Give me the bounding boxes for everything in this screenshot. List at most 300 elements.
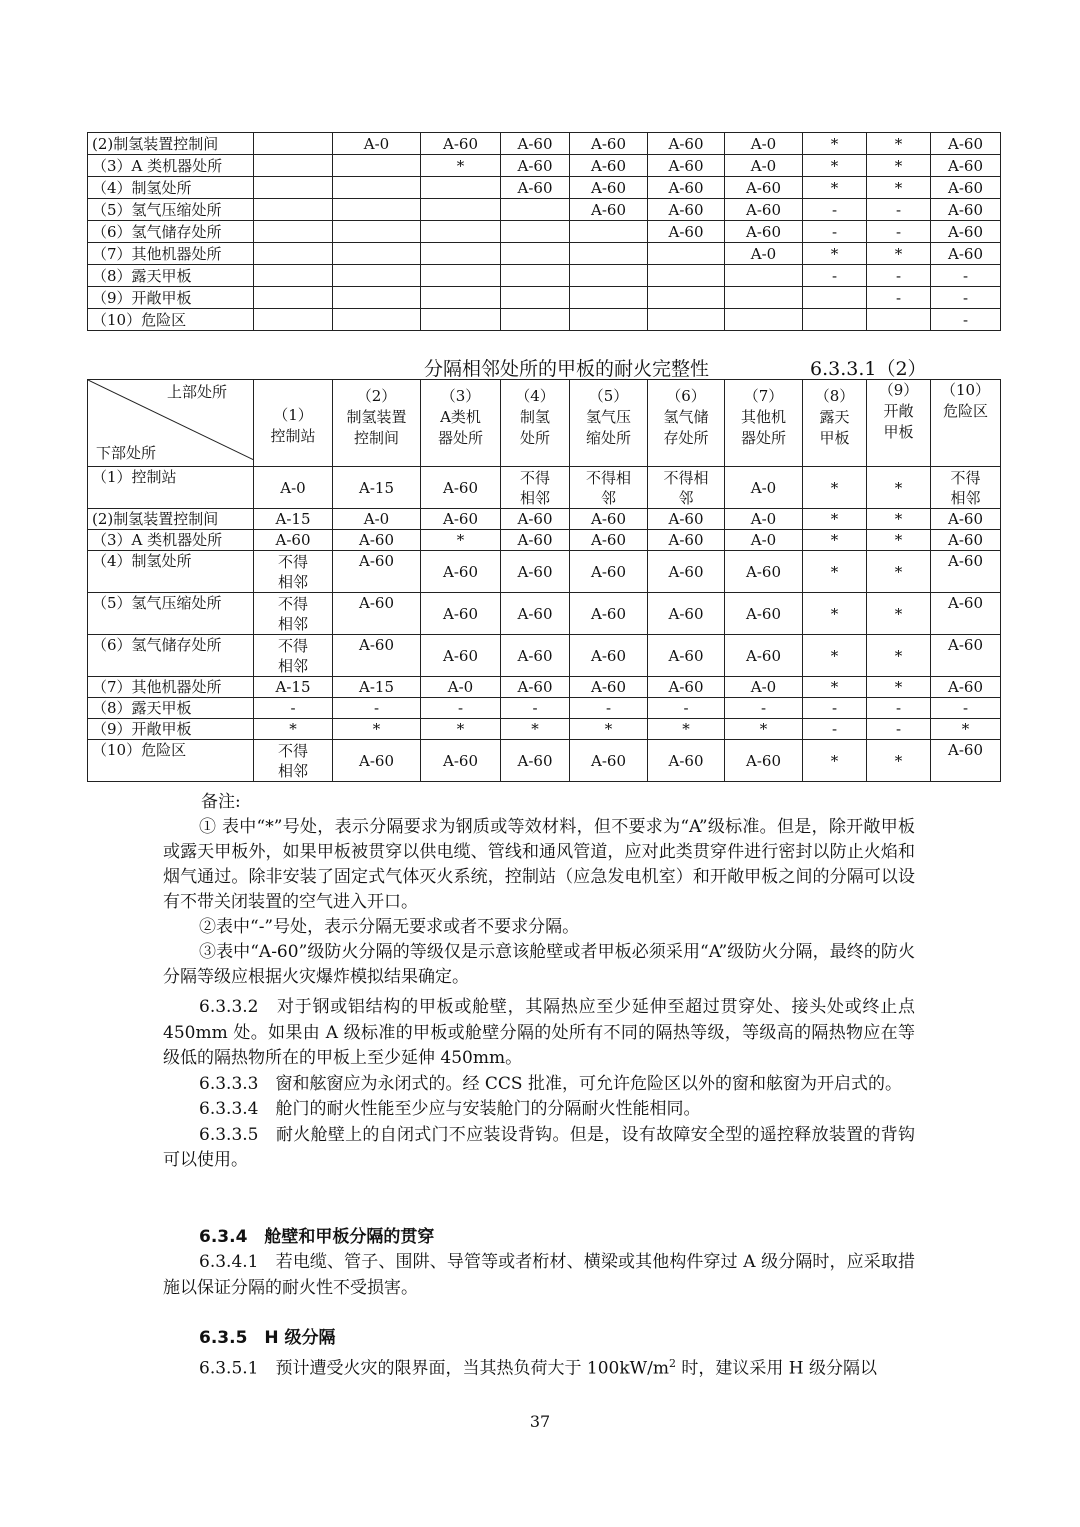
table-cell bbox=[867, 635, 931, 677]
table-cell: - bbox=[931, 698, 1001, 719]
table-cell bbox=[254, 467, 333, 509]
table-cell bbox=[931, 740, 1001, 782]
table-cell bbox=[648, 740, 725, 782]
table-cell: A-60 bbox=[648, 221, 725, 243]
table-cell bbox=[501, 309, 570, 331]
row-label: (2)制氢装置控制间 bbox=[88, 133, 254, 155]
table-cell: A-15 bbox=[254, 509, 333, 530]
table-cell bbox=[254, 265, 333, 287]
table-cell: A-60 bbox=[648, 677, 725, 698]
table-cell: A-60 bbox=[570, 199, 648, 221]
table-cell bbox=[648, 287, 725, 309]
cell-line: * bbox=[894, 562, 903, 581]
table-cell: * bbox=[867, 155, 931, 177]
row-label: (2)制氢装置控制间 bbox=[88, 509, 254, 530]
table-cell: * bbox=[254, 719, 333, 740]
table-cell bbox=[333, 287, 421, 309]
cell-line: 相邻 bbox=[519, 488, 550, 507]
table-cell: - bbox=[421, 698, 501, 719]
table-cell: A-60 bbox=[931, 221, 1001, 243]
table-cell: A-60 bbox=[931, 243, 1001, 265]
table-row bbox=[88, 309, 1001, 331]
table-cell: A-60 bbox=[570, 133, 648, 155]
table-cell: * bbox=[570, 719, 648, 740]
cell-line: 相邻 bbox=[277, 761, 308, 780]
table-cell bbox=[501, 593, 570, 635]
cell-line: A-60 bbox=[591, 562, 626, 581]
table-cell bbox=[421, 551, 501, 593]
cell-line: 不得 bbox=[519, 468, 550, 487]
cell-line: A-60 bbox=[948, 636, 983, 654]
column-header-line: 控制间 bbox=[353, 429, 399, 447]
table-cell bbox=[725, 467, 803, 509]
table-cell: A-60 bbox=[648, 509, 725, 530]
table-cell: * bbox=[803, 133, 867, 155]
table-cell bbox=[333, 740, 421, 782]
table-cell bbox=[254, 133, 333, 155]
clause-6-3-5-1 bbox=[163, 1351, 915, 1382]
table-cell bbox=[333, 467, 421, 509]
table-cell bbox=[501, 243, 570, 265]
table-cell: A-60 bbox=[570, 509, 648, 530]
table-cell: * bbox=[648, 719, 725, 740]
table-cell: * bbox=[803, 177, 867, 199]
cell-line: 相邻 bbox=[277, 614, 308, 633]
cell-line: 相邻 bbox=[277, 656, 308, 675]
table-cell: A-0 bbox=[725, 677, 803, 698]
table-cell bbox=[867, 309, 931, 331]
cell-line: A-60 bbox=[359, 552, 394, 570]
table-cell bbox=[725, 593, 803, 635]
table-number: 6.3.3.1（2） bbox=[810, 358, 927, 380]
table-cell: A-15 bbox=[254, 677, 333, 698]
table-cell: * bbox=[867, 133, 931, 155]
table-cell: - bbox=[254, 698, 333, 719]
table-cell: A-60 bbox=[501, 177, 570, 199]
table-row bbox=[88, 593, 1001, 635]
table-cell: - bbox=[931, 265, 1001, 287]
table-cell: A-60 bbox=[725, 177, 803, 199]
table-cell bbox=[570, 551, 648, 593]
table-row bbox=[88, 635, 1001, 677]
clause-6-3-5-1-text-end: 时，建议采用 H 级分隔以 bbox=[675, 1358, 877, 1379]
header-corner-cell bbox=[88, 380, 254, 467]
upper-space-label: 上部处所 bbox=[166, 383, 227, 401]
table-cell: A-60 bbox=[648, 133, 725, 155]
table-cell: A-60 bbox=[725, 221, 803, 243]
cell-line: A-60 bbox=[668, 604, 704, 623]
table-cell: A-60 bbox=[570, 155, 648, 177]
table-cell: A-60 bbox=[648, 155, 725, 177]
table-cell: A-0 bbox=[725, 530, 803, 551]
cell-line: 相邻 bbox=[950, 488, 981, 507]
column-header bbox=[803, 380, 867, 467]
table-cell: A-60 bbox=[501, 677, 570, 698]
table-cell: A-60 bbox=[931, 177, 1001, 199]
table-cell: A-0 bbox=[333, 133, 421, 155]
table-cell: A-60 bbox=[648, 530, 725, 551]
table-cell: * bbox=[803, 243, 867, 265]
cell-line: A-60 bbox=[517, 562, 553, 581]
cell-line: 不得 bbox=[277, 594, 308, 613]
column-header bbox=[570, 380, 648, 467]
table-cell: A-60 bbox=[501, 155, 570, 177]
note-3: ③表中“A-60”级防火分隔的等级仅是示意该舱壁或者甲板必须采用“A”级防火分隔，最终的防火分隔等级应根据火灾爆炸模拟结果确定。 bbox=[163, 942, 915, 987]
cell-line: A-60 bbox=[443, 646, 478, 665]
superscript: 2 bbox=[668, 1357, 676, 1370]
table-cell: - bbox=[803, 199, 867, 221]
table-cell: A-60 bbox=[333, 530, 421, 551]
table-cell: - bbox=[803, 719, 867, 740]
column-header bbox=[333, 380, 421, 467]
row-label: （5）氢气压缩处所 bbox=[88, 593, 254, 635]
table-cell: A-60 bbox=[570, 530, 648, 551]
table-cell bbox=[333, 309, 421, 331]
table-cell bbox=[421, 177, 501, 199]
table-cell: * bbox=[421, 530, 501, 551]
cell-line: 不得 bbox=[277, 636, 308, 655]
table-row bbox=[88, 719, 1001, 740]
table-cell: - bbox=[725, 698, 803, 719]
table-cell bbox=[570, 309, 648, 331]
table-cell: * bbox=[803, 677, 867, 698]
table-cell bbox=[421, 467, 501, 509]
cell-line: A-60 bbox=[517, 646, 553, 665]
row-label: （9）开敞甲板 bbox=[88, 719, 254, 740]
heading-6-3-5: 6.3.5 H 级分隔 bbox=[199, 1328, 336, 1348]
table-row bbox=[88, 155, 1001, 177]
column-header-line: （7） bbox=[743, 387, 784, 405]
column-header-line: 制氢 bbox=[519, 408, 550, 426]
table-cell: - bbox=[570, 698, 648, 719]
table-cell: A-60 bbox=[421, 509, 501, 530]
table-cell bbox=[931, 551, 1001, 593]
table-cell bbox=[421, 199, 501, 221]
table-cell: A-60 bbox=[931, 133, 1001, 155]
table-cell: A-60 bbox=[501, 530, 570, 551]
table-cell: A-60 bbox=[501, 133, 570, 155]
row-label: （5）氢气压缩处所 bbox=[88, 199, 254, 221]
table-cell bbox=[254, 177, 333, 199]
column-header bbox=[725, 380, 803, 467]
table-cell: A-60 bbox=[501, 509, 570, 530]
cell-line: A-60 bbox=[517, 751, 553, 770]
clause-6-3-3-3: 6.3.3.3 窗和舷窗应为永闭式的。经 CCS 批准，可允许危险区以外的窗和舷窗为开启式的。 bbox=[199, 1073, 902, 1094]
section-6-3-5 bbox=[163, 1326, 915, 1382]
table-cell: A-0 bbox=[421, 677, 501, 698]
cell-line: * bbox=[830, 646, 839, 665]
column-header-line: 器处所 bbox=[437, 429, 483, 447]
note-2: ②表中“-”号处，表示分隔无要求或者不要求分隔。 bbox=[199, 917, 580, 937]
table-cell bbox=[803, 635, 867, 677]
clauses-6-3-3 bbox=[163, 995, 915, 1174]
column-header bbox=[421, 380, 501, 467]
table-row bbox=[88, 509, 1001, 530]
table-cell bbox=[421, 635, 501, 677]
column-header-line: （3） bbox=[440, 387, 481, 405]
table-cell bbox=[501, 740, 570, 782]
note-1: ① 表中“*”号处，表示分隔要求为钢质或等效材料，但不要求为“A”级标准。但是，除开敞甲板或露天甲板外，如果甲板被贯穿以供电缆、管线和通风管道，应对此类贯穿件进行密封以防止火焰和烟气通过。除非安装了固定式气体灭火系统，控制站（应急发电机室）和开敞甲板之间的分隔可以设有不带关闭装置的空气进入开口。 bbox=[163, 817, 915, 912]
table-cell bbox=[570, 243, 648, 265]
table-cell: - bbox=[803, 221, 867, 243]
table-cell bbox=[333, 199, 421, 221]
table-cell bbox=[648, 551, 725, 593]
table-cell bbox=[254, 635, 333, 677]
table-cell: A-60 bbox=[931, 530, 1001, 551]
table-cell: - bbox=[333, 698, 421, 719]
table-row bbox=[88, 177, 1001, 199]
column-header-line: （9） bbox=[878, 381, 919, 399]
table-cell bbox=[421, 740, 501, 782]
cell-line: A-60 bbox=[668, 646, 704, 665]
table-cell bbox=[501, 287, 570, 309]
cell-line: * bbox=[830, 562, 839, 581]
column-header-line: 开敞 bbox=[883, 402, 914, 420]
cell-line: A-60 bbox=[591, 751, 626, 770]
column-header-line: （2） bbox=[356, 387, 397, 405]
row-label: （7）其他机器处所 bbox=[88, 243, 254, 265]
table-cell: * bbox=[421, 719, 501, 740]
table-cell: * bbox=[501, 719, 570, 740]
table-cell bbox=[570, 287, 648, 309]
clause-6-3-3-4: 6.3.3.4 舱门的耐火性能至少应与安装舱门的分隔耐火性能相同。 bbox=[199, 1099, 701, 1119]
table-cell: - bbox=[501, 698, 570, 719]
table-cell: - bbox=[803, 265, 867, 287]
table-cell: - bbox=[867, 221, 931, 243]
table-cell: * bbox=[803, 155, 867, 177]
cell-line: A-0 bbox=[750, 478, 777, 497]
table-row bbox=[88, 287, 1001, 309]
row-label: （4）制氢处所 bbox=[88, 177, 254, 199]
cell-line: 不得相 bbox=[585, 468, 631, 487]
clause-6-3-4-1: 6.3.4.1 若电缆、管子、围阱、导管等或者桁材、横梁或其他构件穿过 A 级分隔时，应采取措施以保证分隔的耐火性不受损害。 bbox=[163, 1252, 915, 1298]
column-header-line: 控制站 bbox=[270, 427, 316, 445]
cell-line: A-60 bbox=[359, 636, 394, 654]
table-cell: * bbox=[803, 530, 867, 551]
table-cell bbox=[501, 551, 570, 593]
column-header-line: （1） bbox=[273, 406, 313, 424]
column-header bbox=[501, 380, 570, 467]
row-label: （4）制氢处所 bbox=[88, 551, 254, 593]
page-number: 37 bbox=[529, 1412, 551, 1431]
deck-fire-integrity-table bbox=[87, 379, 1001, 782]
table-cell bbox=[803, 287, 867, 309]
row-label: （6）氢气储存处所 bbox=[88, 221, 254, 243]
table-cell bbox=[725, 740, 803, 782]
table-cell: * bbox=[421, 155, 501, 177]
table-cell bbox=[931, 593, 1001, 635]
table-cell bbox=[333, 155, 421, 177]
table-cell bbox=[333, 177, 421, 199]
table-cell: A-60 bbox=[570, 177, 648, 199]
heading-6-3-4: 6.3.4 舱壁和甲板分隔的贯穿 bbox=[199, 1227, 435, 1247]
table-cell bbox=[421, 221, 501, 243]
table-row bbox=[88, 740, 1001, 782]
table-cell: A-60 bbox=[931, 155, 1001, 177]
table-cell: A-0 bbox=[725, 133, 803, 155]
table-cell: * bbox=[931, 719, 1001, 740]
table-cell bbox=[254, 551, 333, 593]
column-header-line: 其他机 bbox=[740, 408, 786, 426]
table-cell bbox=[725, 265, 803, 287]
table-cell bbox=[570, 467, 648, 509]
table-cell bbox=[867, 593, 931, 635]
table-cell: A-60 bbox=[931, 677, 1001, 698]
table-cell: - bbox=[867, 287, 931, 309]
table-cell: * bbox=[725, 719, 803, 740]
cell-line: A-60 bbox=[443, 604, 478, 623]
table-cell bbox=[931, 635, 1001, 677]
cell-line: 不得 bbox=[950, 468, 981, 487]
cell-line: A-60 bbox=[746, 646, 781, 665]
table-cell bbox=[931, 467, 1001, 509]
table-cell bbox=[333, 551, 421, 593]
table-cell: A-0 bbox=[725, 509, 803, 530]
column-header bbox=[254, 380, 333, 467]
column-header bbox=[867, 380, 931, 467]
table-cell bbox=[421, 287, 501, 309]
table-cell: A-60 bbox=[648, 199, 725, 221]
table-cell bbox=[725, 551, 803, 593]
table-cell bbox=[648, 635, 725, 677]
table-cell bbox=[501, 265, 570, 287]
table-cell bbox=[570, 221, 648, 243]
table-row bbox=[88, 698, 1001, 719]
table-cell bbox=[501, 221, 570, 243]
cell-line: * bbox=[830, 604, 839, 623]
cell-line: A-60 bbox=[746, 604, 781, 623]
table-cell bbox=[570, 740, 648, 782]
table-cell bbox=[725, 287, 803, 309]
table-cell bbox=[421, 593, 501, 635]
column-header-line: 甲板 bbox=[883, 423, 914, 441]
table-row bbox=[88, 265, 1001, 287]
clause-6-3-3-2: 6.3.3.2 对于钢或铝结构的甲板或舱壁，其隔热应至少延伸至超过贯穿处、接头处或终止点 450mm 处。如果由 A 级标准的甲板或舱壁分隔的处所有不同的隔热等级，等级高的隔热物应在等级低的隔热物所在的甲板上至少延伸 450mm。 bbox=[163, 997, 915, 1068]
cell-line: 邻 bbox=[600, 488, 616, 507]
table-cell: * bbox=[333, 719, 421, 740]
table-cell: * bbox=[867, 530, 931, 551]
cell-line: A-60 bbox=[668, 562, 704, 581]
table-cell bbox=[254, 309, 333, 331]
table-row bbox=[88, 467, 1001, 509]
table-cell: A-60 bbox=[254, 530, 333, 551]
table-cell bbox=[421, 265, 501, 287]
table-cell bbox=[648, 243, 725, 265]
cell-line: * bbox=[830, 478, 839, 497]
table-cell bbox=[421, 309, 501, 331]
cell-line: A-15 bbox=[359, 478, 394, 497]
table-row bbox=[88, 221, 1001, 243]
cell-line: A-60 bbox=[948, 552, 983, 570]
section-6-3-4 bbox=[163, 1225, 915, 1301]
cell-line: 邻 bbox=[678, 488, 694, 507]
table-cell bbox=[803, 551, 867, 593]
cell-line: A-0 bbox=[280, 478, 306, 497]
table-cell bbox=[254, 740, 333, 782]
table-cell bbox=[254, 155, 333, 177]
row-label: （3）A 类机器处所 bbox=[88, 530, 254, 551]
cell-line: A-60 bbox=[948, 594, 983, 612]
cell-line: * bbox=[894, 478, 903, 497]
table-cell: - bbox=[867, 719, 931, 740]
table-cell: A-60 bbox=[648, 177, 725, 199]
table-cell: A-60 bbox=[725, 199, 803, 221]
table-cell bbox=[867, 740, 931, 782]
cell-line: A-60 bbox=[591, 604, 626, 623]
cell-line: A-60 bbox=[443, 562, 478, 581]
table-cell bbox=[333, 243, 421, 265]
table-cell: A-60 bbox=[931, 199, 1001, 221]
table-cell bbox=[725, 309, 803, 331]
table-row bbox=[88, 677, 1001, 698]
column-header-line: 缩处所 bbox=[585, 429, 631, 447]
lower-space-label: 下部处所 bbox=[96, 444, 157, 462]
table-cell bbox=[501, 467, 570, 509]
cell-line: A-60 bbox=[443, 751, 478, 770]
cell-line: 相邻 bbox=[277, 572, 308, 591]
table-cell: A-60 bbox=[931, 509, 1001, 530]
table-cell bbox=[648, 265, 725, 287]
table-row bbox=[88, 551, 1001, 593]
row-label: （8）露天甲板 bbox=[88, 698, 254, 719]
table-cell: - bbox=[931, 309, 1001, 331]
notes-block bbox=[163, 790, 915, 990]
table-cell bbox=[570, 593, 648, 635]
row-label: （10）危险区 bbox=[88, 309, 254, 331]
table-cell: * bbox=[867, 677, 931, 698]
column-header-line: 危险区 bbox=[942, 402, 988, 420]
table-cell bbox=[725, 635, 803, 677]
cell-line: 不得 bbox=[277, 741, 308, 760]
table-cell: A-0 bbox=[725, 243, 803, 265]
cell-line: * bbox=[894, 604, 903, 623]
row-label: （10）危险区 bbox=[88, 740, 254, 782]
table-cell bbox=[648, 467, 725, 509]
cell-line: A-60 bbox=[746, 562, 781, 581]
column-header-line: 制氢装置 bbox=[346, 408, 407, 426]
cell-line: A-60 bbox=[668, 751, 704, 770]
table-cell: * bbox=[867, 243, 931, 265]
table-cell bbox=[803, 309, 867, 331]
table-row bbox=[88, 243, 1001, 265]
cell-line: A-60 bbox=[359, 594, 394, 612]
table-cell bbox=[803, 467, 867, 509]
table-cell: A-60 bbox=[570, 677, 648, 698]
clause-6-3-3-5: 6.3.3.5 耐火舱壁上的自闭式门不应装设背钩。但是，设有故障安全型的遥控释放装置的背钩可以使用。 bbox=[163, 1124, 915, 1170]
column-header bbox=[648, 380, 725, 467]
column-header-line: （5） bbox=[588, 387, 629, 405]
column-header-line: 处所 bbox=[519, 429, 550, 447]
table-cell: A-15 bbox=[333, 677, 421, 698]
column-header-line: （6） bbox=[666, 387, 706, 405]
fire-integrity-table-continued bbox=[87, 132, 1001, 331]
column-header-line: 氢气压 bbox=[585, 408, 631, 426]
cell-line: * bbox=[894, 646, 903, 665]
cell-line: A-60 bbox=[591, 646, 626, 665]
column-header-line: 露天 bbox=[819, 408, 850, 426]
table-cell bbox=[333, 221, 421, 243]
cell-line: * bbox=[894, 751, 903, 770]
cell-line: A-60 bbox=[359, 751, 394, 770]
table-cell: * bbox=[867, 177, 931, 199]
row-label: （1）控制站 bbox=[88, 467, 254, 509]
cell-line: A-60 bbox=[517, 604, 553, 623]
table-cell bbox=[254, 287, 333, 309]
column-header-line: 器处所 bbox=[740, 429, 786, 447]
table-cell bbox=[570, 635, 648, 677]
table-row bbox=[88, 133, 1001, 155]
table-cell bbox=[254, 243, 333, 265]
